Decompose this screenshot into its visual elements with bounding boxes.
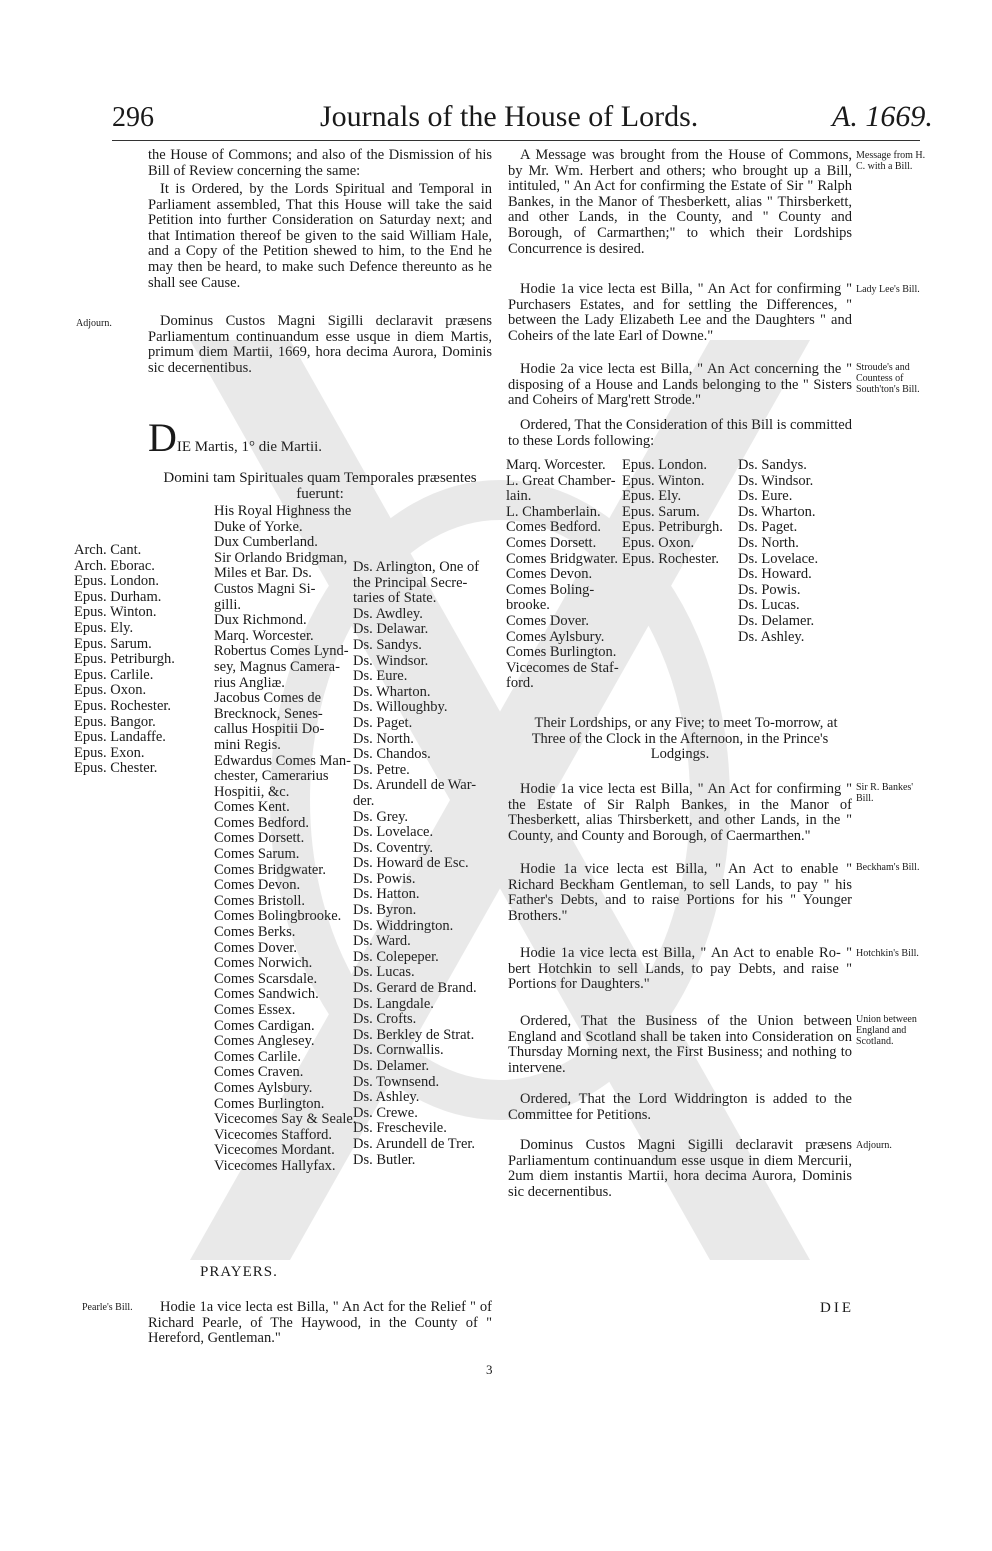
list-item: der.: [353, 792, 375, 809]
list-item: Ds. Howard de Esc.: [353, 855, 469, 872]
list-item: Epus. Exon.: [74, 744, 145, 761]
list-item: Ds. Windsor.: [353, 652, 429, 669]
catchword: DIE: [820, 1300, 854, 1316]
list-item: Comes Scarsdale.: [214, 970, 318, 987]
list-item: Ds. Townsend.: [353, 1073, 440, 1090]
list-item: Ds. Freschevile.: [353, 1120, 447, 1137]
list-item: Ds. Sandys.: [353, 636, 422, 653]
list-item: Robertus Comes Lynd-: [214, 643, 349, 660]
list-item: Ds. Crewe.: [353, 1104, 418, 1121]
list-item: Ds. Chandos.: [353, 746, 431, 763]
list-item: Ds. Coventry.: [353, 839, 434, 856]
lee-bill-paragraph: Hodie 1a vice lecta est Billa, " An Act for confirming " Purchasers Estates, and for settling the Differences, " between the Lady Elizabeth Lee and the Daughters " and Coheirs of the late Earl of Downe.": [508, 281, 852, 344]
signature-mark: 3: [486, 1362, 493, 1377]
die-heading-text: IE Martis, 1° die Martii.: [176, 439, 323, 455]
list-item: Ds. Petre.: [353, 761, 410, 778]
list-item: Duke of Yorke.: [214, 518, 303, 535]
list-item: Comes Anglesey.: [214, 1033, 315, 1050]
beckham-bill-paragraph: Hodie 1a vice lecta est Billa, " An Act to enable " Richard Beckham Gentleman, to sell Lands, to pay " his Father's Debts, and to raise Portions for his " Younger Brothers.": [508, 861, 852, 924]
list-item: Comes Craven.: [214, 1064, 304, 1081]
list-item: the Principal Secre-: [353, 574, 468, 591]
list-item: Ds. Langdale.: [353, 995, 434, 1012]
list-item: Comes Kent.: [214, 799, 290, 816]
list-item: Comes Dorsett.: [214, 830, 305, 847]
list-item: Epus. Rochester.: [74, 697, 172, 714]
attendance-column-bishops: [74, 543, 175, 777]
list-item: sey, Magnus Camera-: [214, 658, 340, 675]
list-item: Comes Bolingbrooke.: [214, 908, 342, 925]
message-paragraph: A Message was brought from the House of Commons, by Mr. Wm. Herbert and others; who brought up a Bill, intituled, " An Act for confirming the Estate of Sir " Ralph Bankes, in the Manor of Thesberkett, alias " Thirsberkett, and other Lands, in the County, and " County and Borough, of Carmarthen;" to which their Lordships Concurrence is desired.: [508, 147, 852, 257]
list-item: taries of State.: [353, 590, 437, 607]
list-item: Ds. Paget.: [738, 519, 798, 536]
list-item: Ds. Powis.: [353, 870, 416, 887]
committee-ordered: Ordered, That the Consideration of this Bill is committed to these Lords following:: [508, 417, 852, 449]
list-item: Epus. Sarum.: [622, 503, 700, 520]
list-item: Ds. Widdrington.: [353, 917, 454, 934]
list-item: Ds. Delawar.: [353, 621, 429, 638]
margin-note-beckham: Beckham's Bill.: [856, 862, 920, 873]
list-item: Ds. Eure.: [738, 488, 793, 505]
list-item: rius Angliæ.: [214, 674, 285, 691]
list-item: Ds. Paget.: [353, 714, 413, 731]
list-item: Comes Bedford.: [506, 519, 602, 536]
list-item: Arch. Eborac.: [74, 557, 155, 574]
list-item: Epus. Sarum.: [74, 635, 152, 652]
prayers-heading: PRAYERS.: [200, 1264, 278, 1280]
adjourn-paragraph: Dominus Custos Magni Sigilli declaravit præsens Parliamentum continuandum esse usque in diem Martis, primum diem Martii, 1669, hora decima Aurora, Dominis sic decernentibus.: [148, 313, 492, 376]
attendance-column-peers: [214, 504, 356, 1175]
list-item: chester, Camerarius: [214, 768, 329, 785]
dropcap-d: D: [148, 415, 177, 460]
list-item: L. Chamberlain.: [506, 503, 601, 520]
list-item: Ds. Arlington, One of: [353, 559, 480, 575]
list-item: Comes Sarum.: [214, 846, 300, 863]
list-item: lain.: [506, 488, 532, 505]
list-item: Marq. Worcester.: [506, 457, 606, 473]
margin-note-pearle: Pearle's Bill.: [82, 1302, 133, 1313]
margin-note-adjourn: Adjourn.: [76, 318, 112, 329]
list-item: Ds. Byron.: [353, 902, 417, 919]
list-item: Comes Bristoll.: [214, 892, 306, 909]
list-item: Vicecomes Say & Seale.: [214, 1111, 357, 1128]
list-item: L. Great Chamber-: [506, 472, 616, 489]
committee-column-2: [622, 458, 723, 567]
list-item: Epus. Winton.: [74, 604, 157, 621]
list-item: Epus. Bangor.: [74, 713, 156, 730]
list-item: Epus. Landaffe.: [74, 729, 166, 746]
committee-column-3: [738, 458, 818, 645]
list-item: Ds. Awdley.: [353, 605, 423, 622]
list-item: Ds. Gerard de Brand.: [353, 980, 477, 997]
list-item: Ds. Butler.: [353, 1151, 416, 1168]
list-item: Epus. Ely.: [74, 619, 134, 636]
list-item: Ds. North.: [353, 730, 414, 747]
list-item: Comes Essex.: [214, 1002, 296, 1018]
list-item: Marq. Worcester.: [214, 627, 314, 644]
list-item: gilli.: [214, 596, 241, 613]
header-rule: [112, 140, 920, 141]
list-item: Ds. Windsor.: [738, 472, 814, 489]
list-item: Comes Bridgwater.: [506, 550, 618, 567]
die-heading: [148, 415, 323, 460]
list-item: Vicecomes Hallyfax.: [214, 1157, 336, 1174]
list-item: ford.: [506, 675, 534, 692]
list-item: Epus. London.: [622, 457, 707, 473]
list-item: Ds. Lovelace.: [353, 824, 434, 841]
list-item: Hospitii, &c.: [214, 783, 290, 800]
list-item: Ds. Eure.: [353, 668, 408, 685]
strode-bill-paragraph: Hodie 2a vice lecta est Billa, " An Act concerning the " disposing of a House and Lands belonging to the " Sisters and Coheirs of Marg'rett Strode.": [508, 361, 852, 409]
list-item: Ds. Lovelace.: [738, 550, 819, 567]
list-item: Epus. London.: [74, 573, 159, 590]
list-item: Ds. Wharton.: [353, 683, 431, 700]
list-item: Ds. Lucas.: [738, 597, 800, 614]
list-item: His Royal Highness the: [214, 503, 352, 519]
margin-note-hotchkin: Hotchkin's Bill.: [856, 948, 919, 959]
list-item: Comes Dorsett.: [506, 534, 597, 551]
list-item: callus Hospitii Do-: [214, 721, 325, 738]
pearle-bill-paragraph: Hodie 1a vice lecta est Billa, " An Act for the Relief " of Richard Pearle, of The Haywood, in the County of " Hereford, Gentleman.": [148, 1299, 492, 1347]
list-item: brooke.: [506, 597, 550, 614]
margin-note-lee: Lady Lee's Bill.: [856, 284, 920, 295]
adjourn-paragraph-2: Dominus Custos Magni Sigilli declaravit præsens Parliamentum continuandum esse usque in diem Mercurii, 2um diem instantis Martii, hora decima Aurora, Dominis sic decernentibus.: [508, 1137, 852, 1200]
left-paragraph-1: the House of Commons; and also of the Dismission of his Bill of Review concerning the same:: [148, 147, 492, 179]
list-item: Vicecomes Mordant.: [214, 1142, 335, 1159]
list-item: Comes Aylsbury.: [506, 628, 605, 645]
list-item: Ds. Grey.: [353, 808, 409, 825]
list-item: Comes Bridgwater.: [214, 861, 326, 878]
hotchkin-bill-paragraph: Hodie 1a vice lecta est Billa, " An Act to enable Ro- " bert Hotchkin to sell Lands, to pay Debts, and raise " Portions for Daughters.": [508, 945, 852, 993]
list-item: Epus. Winton.: [622, 472, 705, 489]
committee-column-1: [506, 458, 619, 692]
list-item: Ds. Ashley.: [353, 1089, 420, 1106]
list-item: Ds. Arundell de Trer.: [353, 1135, 476, 1152]
list-item: Comes Bedford.: [214, 814, 310, 831]
list-item: Ds. Crofts.: [353, 1011, 417, 1028]
list-item: Comes Boling-: [506, 581, 595, 598]
attendance-column-barons: [353, 560, 479, 1168]
list-item: Ds. Delamer.: [738, 612, 815, 629]
list-item: Ds. Berkley de Strat.: [353, 1026, 475, 1043]
page-number: 296: [112, 102, 154, 133]
list-item: Epus. Ely.: [622, 488, 682, 505]
list-item: Brecknock, Senes-: [214, 705, 323, 722]
list-item: Epus. Petriburgh.: [622, 519, 723, 536]
list-item: Epus. Petriburgh.: [74, 651, 175, 668]
list-item: Epus. Durham.: [74, 588, 162, 605]
list-item: Ds. Delamer.: [353, 1058, 430, 1074]
list-item: Ds. Ashley.: [738, 628, 805, 645]
left-ordered-paragraph: It is Ordered, by the Lords Spiritual and Temporal in Parliament assembled, That this House will take the said Petition into further Consideration on Saturday next; and that Intimation thereof be given to the said William Hale, and a Copy of the Petition shewed to him, to the End he may then be heard, to make such Defence thereunto as he shall see Cause.: [148, 181, 492, 291]
list-item: Ds. Lucas.: [353, 964, 415, 981]
margin-note-bankes: Sir R. Bankes' Bill.: [856, 782, 914, 804]
list-item: Ds. Howard.: [738, 566, 812, 583]
bankes-bill-paragraph: Hodie 1a vice lecta est Billa, " An Act for confirming " the Estate of Sir Ralph Bankes, in the Manor of Thesberkett, alias Thirsberkett, and other Lands, in the " County, and County and Borough, of Caermarthen.": [508, 781, 852, 844]
list-item: Ds. Wharton.: [738, 503, 816, 520]
list-item: Comes Dover.: [506, 612, 589, 629]
list-item: Edwardus Comes Man-: [214, 752, 351, 769]
list-item: Comes Devon.: [506, 566, 593, 583]
list-item: Epus. Carlile.: [74, 666, 154, 683]
list-item: Comes Sandwich.: [214, 986, 319, 1003]
list-item: Jacobus Comes de: [214, 690, 322, 707]
list-item: Ds. North.: [738, 534, 799, 551]
list-item: Ds. Ward.: [353, 933, 411, 950]
list-item: Vicecomes Stafford.: [214, 1126, 333, 1143]
widdrington-paragraph: Ordered, That the Lord Widdrington is added to the Committee for Petitions.: [508, 1091, 852, 1123]
list-item: Arch. Cant.: [74, 542, 142, 558]
list-item: Comes Carlile.: [214, 1048, 301, 1065]
list-item: Comes Aylsbury.: [214, 1079, 313, 1096]
page-title: Journals of the House of Lords.: [320, 100, 699, 133]
list-item: Ds. Willoughby.: [353, 699, 448, 716]
margin-note-union: Union between England and Scotland.: [856, 1014, 917, 1047]
margin-note-message: Message from H. C. with a Bill.: [856, 150, 926, 172]
list-item: Ds. Powis.: [738, 581, 801, 598]
list-item: Miles et Bar. Ds.: [214, 565, 312, 582]
list-item: Epus. Chester.: [74, 760, 158, 777]
list-item: Vicecomes de Staf-: [506, 659, 619, 676]
margin-note-adjourn-2: Adjourn.: [856, 1140, 892, 1151]
meeting-paragraph: Their Lordships, or any Five; to meet To-morrow, at Three of the Clock in the Afternoon, in the Prince's Lodgings.: [531, 715, 838, 763]
list-item: Comes Cardigan.: [214, 1017, 315, 1034]
list-item: Epus. Rochester.: [622, 550, 720, 567]
list-item: Dux Cumberland.: [214, 534, 318, 551]
list-item: Ds. Sandys.: [738, 457, 807, 473]
union-paragraph: Ordered, That the Business of the Union between England and Scotland shall be taken into Consideration on Thursday Morning next, the First Business; and nothing to intervene.: [508, 1013, 852, 1076]
list-item: Comes Burlington.: [506, 644, 617, 661]
list-item: Sir Orlando Bridgman,: [214, 549, 348, 566]
list-item: Comes Norwich.: [214, 955, 313, 972]
page-year: A. 1669.: [832, 100, 933, 133]
list-item: Ds. Cornwallis.: [353, 1042, 444, 1059]
list-item: mini Regis.: [214, 736, 281, 753]
list-item: Comes Berks.: [214, 924, 296, 941]
list-item: Ds. Colepeper.: [353, 948, 439, 965]
list-item: Epus. Oxon.: [74, 682, 147, 699]
margin-note-strode: Stroude's and Countess of South'ton's Bill.: [856, 362, 920, 395]
list-item: Ds. Arundell de War-: [353, 777, 477, 794]
list-item: Ds. Hatton.: [353, 886, 420, 903]
list-item: Dux Richmond.: [214, 612, 307, 629]
list-item: Custos Magni Si-: [214, 580, 316, 597]
list-item: Epus. Oxon.: [622, 534, 695, 551]
list-item: Comes Burlington.: [214, 1095, 325, 1112]
list-item: Comes Devon.: [214, 877, 301, 894]
list-item: Comes Dover.: [214, 939, 297, 956]
domini-heading: Domini tam Spirituales quam Temporales præsentes fuerunt:: [163, 470, 477, 502]
